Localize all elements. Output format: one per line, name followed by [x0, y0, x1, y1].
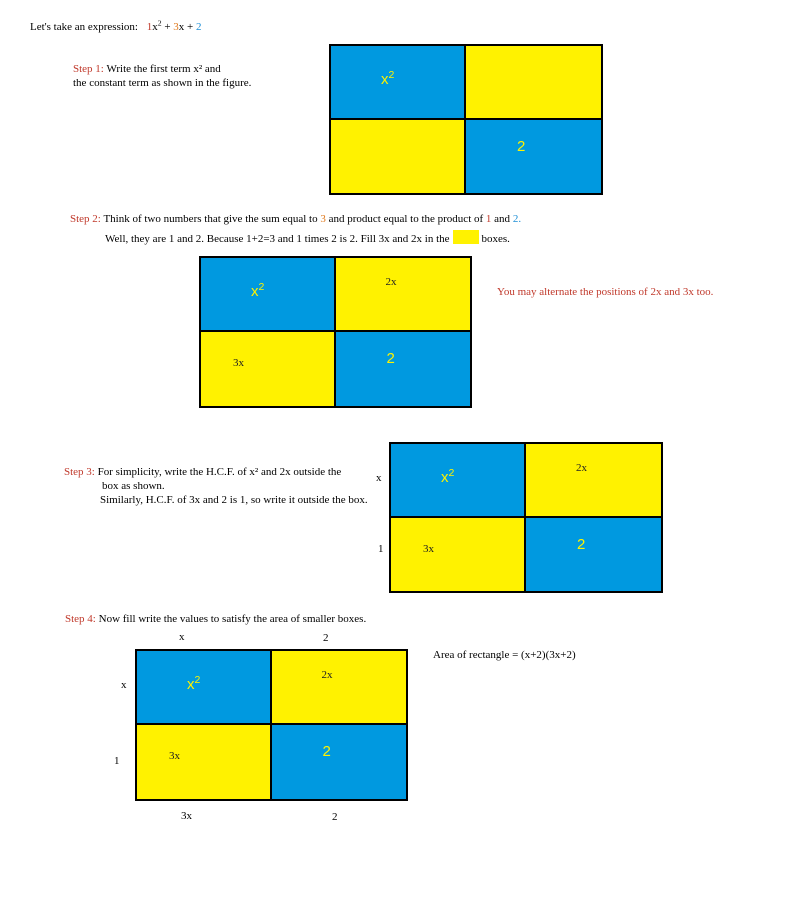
x2-term: x: [381, 71, 389, 88]
step1-line2: the constant term as shown in the figure.: [73, 77, 252, 89]
expr-coef1: 1: [146, 21, 153, 33]
cell-2x: [272, 651, 407, 725]
step3-line2: box as shown.: [102, 480, 165, 492]
term-2x: 2x: [321, 669, 333, 681]
step2-line2: [105, 230, 510, 246]
step3-text: [64, 465, 368, 507]
step2-note: You may alternate the positions of 2x and 3x too.: [497, 286, 714, 298]
factor-x-row: x: [376, 472, 382, 484]
step1-line1: Write the first term x² and: [106, 63, 221, 75]
expr-const: 2: [196, 21, 202, 33]
step1-box: [329, 44, 603, 195]
expr-sup: 2: [157, 18, 162, 28]
constant-term: 2: [322, 743, 331, 760]
step2-line2-b: boxes.: [481, 233, 510, 245]
step4-text: [65, 612, 366, 626]
term-3x: 3x: [423, 542, 434, 555]
cell-x2: [391, 444, 526, 518]
step3-line3: Similarly, H.C.F. of 3x and 2 is 1, so write it outside the box.: [100, 494, 368, 506]
x2-sup: 2: [448, 467, 455, 479]
area-formula: Area of rectangle = (x+2)(3x+2): [433, 649, 576, 661]
step1-label: Step 1:: [73, 63, 104, 75]
factor-x-row: x: [121, 679, 127, 691]
term-3x: 3x: [169, 750, 180, 762]
term-3x: 3x: [233, 357, 244, 369]
step3-label: Step 3:: [64, 466, 95, 478]
step2-and: and: [494, 213, 511, 225]
x2-term: x: [187, 676, 195, 693]
step1-text: [73, 62, 251, 90]
step2-p2: 2.: [512, 213, 522, 225]
expr-plus1: +: [161, 21, 174, 33]
expr-coef2: 3: [173, 21, 179, 33]
x2-term: x: [251, 283, 259, 300]
expr-x2: x: [152, 21, 158, 33]
cell-3x: [137, 725, 272, 799]
factor-2-col: 2: [323, 632, 329, 644]
constant-term: 2: [577, 535, 586, 553]
cell-x2: [201, 258, 336, 332]
term-2x: 2x: [576, 462, 587, 474]
cell-constant: [272, 725, 407, 799]
cell-constant: [336, 332, 471, 406]
step2-text-a: Think of two numbers that give the sum equal to: [103, 213, 318, 225]
step4-line1: Now fill write the values to satisfy the area of smaller boxes.: [98, 613, 367, 625]
factor-3x-col: 3x: [181, 810, 192, 822]
step2-line1: [70, 212, 521, 226]
cell-empty-top: [466, 46, 601, 120]
term-2x: 2x: [385, 276, 397, 288]
step3-box: [389, 442, 663, 593]
step2-text-b: and product equal to the product of: [328, 213, 484, 225]
step2-line2-a: Well, they are 1 and 2. Because 1+2=3 and 1 times 2 is 2. Fill 3x and 2x in the: [105, 233, 450, 245]
step2-box: [199, 256, 472, 408]
constant-term: 2: [517, 137, 526, 155]
constant-term: 2: [386, 350, 395, 367]
cell-constant: [526, 518, 661, 592]
cell-3x: [391, 518, 526, 592]
step3-line1: For simplicity, write the H.C.F. of x² and 2x outside the: [97, 466, 342, 478]
cell-x2: [137, 651, 272, 725]
step4-label: Step 4:: [65, 613, 96, 625]
factor-2-col-bottom: 2: [332, 811, 338, 823]
x2-term: x: [441, 469, 449, 486]
x2-sup: 2: [194, 674, 201, 686]
yellow-swatch: [453, 230, 479, 244]
factor-x-col: x: [179, 631, 185, 643]
step2-sum: 3: [320, 213, 326, 225]
expr-x: x +: [178, 21, 197, 33]
x2-sup: 2: [258, 281, 265, 293]
cell-2x: [336, 258, 471, 332]
step2-label: Step 2:: [70, 213, 101, 225]
intro-line: [30, 20, 202, 34]
step4-box: [135, 649, 408, 801]
intro-text: Let's take an expression:: [30, 21, 138, 33]
cell-constant: [466, 120, 601, 194]
cell-empty-bottom: [331, 120, 466, 194]
cell-2x: [526, 444, 661, 518]
step2-p1: 1: [485, 213, 492, 225]
x2-sup: 2: [388, 69, 395, 81]
cell-x2: [331, 46, 466, 120]
factor-1-row: 1: [378, 543, 384, 555]
factor-1-row: 1: [114, 755, 120, 767]
cell-3x: [201, 332, 336, 406]
